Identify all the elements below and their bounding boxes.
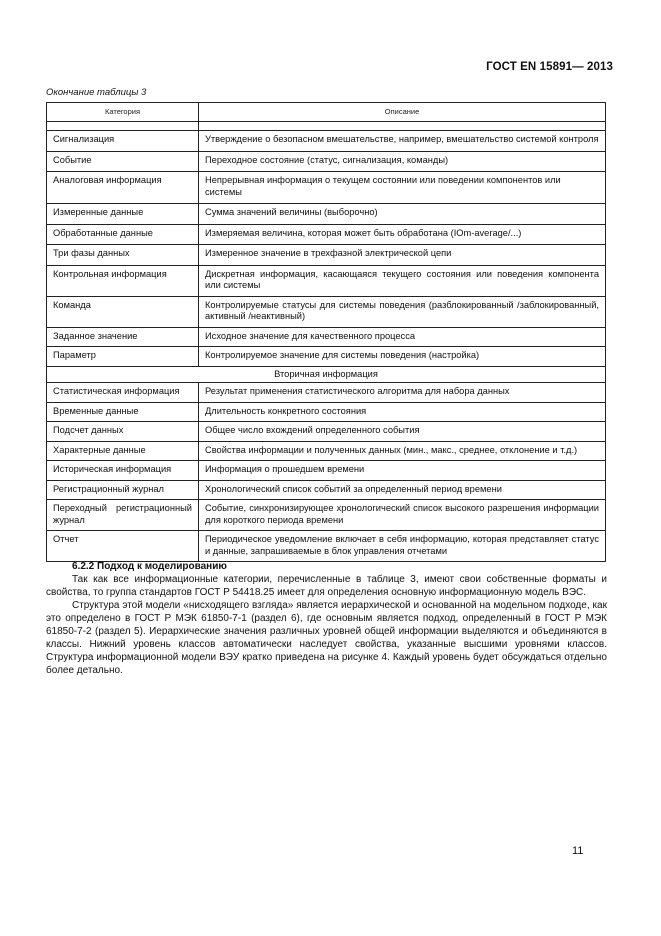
category-cell: Аналоговая информация xyxy=(47,172,199,204)
table-row xyxy=(47,224,606,245)
description-cell: Периодическое уведомление включает в себя информацию, которая представляет статус и данные, запрашиваемые в блок управления отчетами xyxy=(199,531,606,562)
description-cell: Длительность конкретного состояния xyxy=(199,402,606,422)
category-cell: Временные данные xyxy=(47,402,199,422)
description-cell: Событие, синхронизирующее хронологический список высокого разрешения информации для короткого периода времени xyxy=(199,500,606,531)
category-cell: Заданное значение xyxy=(47,327,199,347)
secondary-info-heading: Вторичная информация xyxy=(47,366,606,383)
description-cell: Непрерывная информация о текущем состоянии или поведении компонентов или системы xyxy=(199,172,606,204)
table-row xyxy=(47,172,606,204)
secondary-heading-row xyxy=(47,366,606,383)
table-row xyxy=(47,422,606,442)
category-cell: Переходный регистрационный журнал xyxy=(47,500,199,531)
table-row xyxy=(47,245,606,266)
categories-table xyxy=(46,102,606,562)
description-cell: Контролируемое значение для системы поведения (настройка) xyxy=(199,347,606,367)
category-cell: Измеренные данные xyxy=(47,204,199,225)
column-header-category: Категория xyxy=(47,103,199,122)
section-heading: 6.2.2 Подход к моделированию xyxy=(72,561,227,572)
category-cell: Обработанные данные xyxy=(47,224,199,245)
table-row xyxy=(47,402,606,422)
category-cell: Команда xyxy=(47,296,199,327)
description-cell: Переходное состояние (статус, сигнализация, команды) xyxy=(199,151,606,172)
description-cell: Свойства информации и полученных данных (мин., макс., среднее, отклонение и т.д.) xyxy=(199,441,606,461)
table-caption: Окончание таблицы 3 xyxy=(46,87,147,98)
table-row xyxy=(47,461,606,481)
table-row xyxy=(47,531,606,562)
table-row xyxy=(47,347,606,367)
page-number: 11 xyxy=(572,845,584,857)
description-cell: Информация о прошедшем времени xyxy=(199,461,606,481)
table-row xyxy=(47,327,606,347)
table-row xyxy=(47,441,606,461)
category-cell: Параметр xyxy=(47,347,199,367)
table-row xyxy=(47,131,606,152)
category-cell: Регистрационный журнал xyxy=(47,480,199,500)
document-id: ГОСТ EN 15891— 2013 xyxy=(486,61,613,73)
category-cell: Три фазы данных xyxy=(47,245,199,266)
table-header-row xyxy=(47,103,606,122)
category-cell: Историческая информация xyxy=(47,461,199,481)
table-row xyxy=(47,500,606,531)
category-cell: Статистическая информация xyxy=(47,383,199,403)
description-cell: Контролируемые статусы для системы поведения (разблокированный /заблокированный, активный /неактивный) xyxy=(199,296,606,327)
category-cell: Событие xyxy=(47,151,199,172)
description-cell: Измеренное значение в трехфазной электрической цепи xyxy=(199,245,606,266)
table-row xyxy=(47,204,606,225)
section-paragraph-1: Так как все информационные категории, перечисленные в таблице 3, имеют свои собственные форматы и свойства, то группа стандартов ГОСТ Р 54418.25 имеет для определения основную информационную модель ВЭС. xyxy=(46,574,607,598)
description-cell: Дискретная информация, касающаяся текущего состояния или поведения компонента или системы xyxy=(199,265,606,296)
description-cell: Утверждение о безопасном вмешательстве, например, вмешательство системой контроля xyxy=(199,131,606,152)
table-row xyxy=(47,151,606,172)
section-paragraph-2: Структура этой модели «нисходящего взгляда» является иерархической и основанной на модельном подходе, как это определено в ГОСТ Р МЭК 61850-7-1 (раздел 6), где основным является подход, определенный в ГОСТ Р МЭК 61850-7-2 (раздел 5). Иерархические значения различных уровней общей информации выделяются и объединяются в классы. Нижний уровень классов автоматически наследует свойства, указанные высшими уровнями классов. Структура информационной модели ВЭУ кратко приведена на рисунке 4. Каждый уровень будет обсуждаться отдельно более детально. xyxy=(46,600,607,676)
section-6-2-2 xyxy=(46,560,607,677)
description-cell: Хронологический список событий за определенный период времени xyxy=(199,480,606,500)
table-row xyxy=(47,480,606,500)
description-cell: Измеряемая величина, которая может быть обработана (IOm-average/...) xyxy=(199,224,606,245)
category-cell: Контрольная информация xyxy=(47,265,199,296)
header-spacer-row xyxy=(47,122,606,131)
description-cell: Общее число вхождений определенного события xyxy=(199,422,606,442)
description-cell: Сумма значений величины (выборочно) xyxy=(199,204,606,225)
table-row xyxy=(47,383,606,403)
category-cell: Подсчет данных xyxy=(47,422,199,442)
table-row xyxy=(47,265,606,296)
category-cell: Сигнализация xyxy=(47,131,199,152)
category-cell: Характерные данные xyxy=(47,441,199,461)
description-cell: Исходное значение для качественного процесса xyxy=(199,327,606,347)
description-cell: Результат применения статистического алгоритма для набора данных xyxy=(199,383,606,403)
column-header-description: Описание xyxy=(199,103,606,122)
table-row xyxy=(47,296,606,327)
category-cell: Отчет xyxy=(47,531,199,562)
